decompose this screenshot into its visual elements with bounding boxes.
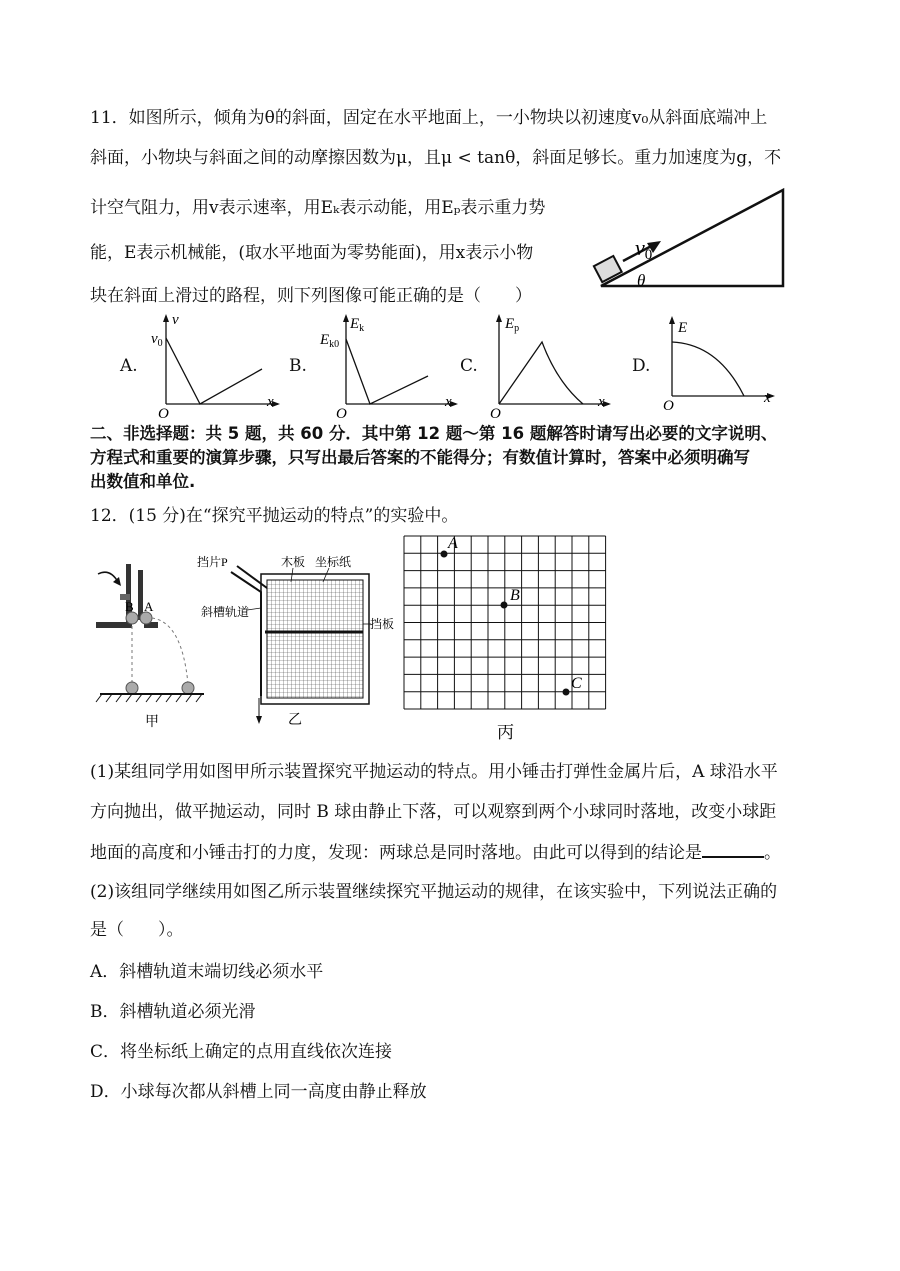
ball-b-label: B: [125, 599, 134, 614]
option-d-letter: D.: [632, 356, 651, 376]
y-tick: v: [151, 331, 158, 347]
label-muban: 木板: [281, 555, 306, 569]
caption-jia: 甲: [145, 715, 159, 730]
x-label: x: [267, 394, 274, 410]
v0-sub: 0: [644, 247, 653, 263]
curve: [499, 342, 583, 404]
point-b: [501, 602, 508, 609]
incline-triangle: [601, 190, 783, 286]
option-c-letter: C.: [460, 356, 478, 376]
q12-p1-line-1: (1)某组同学用如图甲所示装置探究平抛运动的特点。用小锤击打弹性金属片后，A 球沿水平: [90, 762, 778, 782]
grid-paper: [267, 580, 363, 698]
svg-text:Ek0: [319, 332, 339, 350]
y-arrow-icon: [343, 314, 349, 322]
theta-label: θ: [637, 271, 646, 290]
q12-p2-line-1: (2)该组同学继续用如图乙所示装置继续探究平抛运动的规律，在该实验中，下列说法正确的: [90, 882, 778, 902]
curve: [672, 342, 744, 396]
q12-p1-text: 地面的高度和小锤击打的力度，发现：两球总是同时落地。由此可以得到的结论是: [90, 843, 702, 863]
caption-yi: 乙: [288, 713, 302, 728]
origin-label: O: [336, 406, 347, 420]
q11-line-4: 能，E表示机械能，(取水平地面为零势能面)，用x表示小物: [90, 243, 534, 263]
origin-label: O: [663, 398, 674, 414]
figure-yi: [195, 548, 395, 730]
y-arrow-icon: [669, 316, 675, 324]
svg-text:v0: [151, 331, 163, 349]
caption-bing: 丙: [497, 723, 514, 742]
svg-text:v0: [635, 235, 652, 263]
choice-d: D．小球每次都从斜槽上同一高度由静止释放: [90, 1082, 427, 1102]
y-label-sub: k: [359, 323, 365, 334]
svg-text:Ep: [504, 316, 519, 334]
arrow-down-icon: [256, 716, 262, 724]
origin-label: O: [490, 406, 501, 420]
label-xiecao: 斜槽轨道: [201, 605, 250, 619]
label-dangpian: 挡片P: [197, 555, 228, 569]
q12-p2-line-2: 是（ ）。: [90, 920, 184, 940]
curve: [346, 339, 428, 404]
figure-bing: [400, 532, 610, 744]
x-label: x: [764, 390, 771, 406]
y-arrow-icon: [496, 314, 502, 322]
section2-line-2: 方程式和重要的演算步骤，只写出最后答案的不能得分；有数值计算时，答案中必须明确写: [90, 448, 750, 467]
label-dangban: 挡板: [370, 617, 395, 631]
option-a-letter: A.: [120, 356, 138, 376]
q11-line-2: 斜面，小物块与斜面之间的动摩擦因数为μ，且μ < tanθ，斜面足够长。重力加速度为g，不: [90, 148, 782, 168]
figure-jia: [92, 560, 212, 730]
y-tick: E: [320, 332, 330, 348]
option-b-graph: [318, 312, 458, 420]
option-b-letter: B.: [289, 356, 307, 376]
y-tick-sub: 0: [157, 338, 163, 349]
svg-text:Ek: [349, 316, 364, 334]
option-c-graph: [485, 312, 615, 420]
point-a-label: A: [448, 535, 458, 552]
option-a-graph: [150, 312, 280, 420]
choice-b: B．斜槽轨道必须光滑: [90, 1002, 256, 1022]
choice-c: C．将坐标纸上确定的点用直线依次连接: [90, 1042, 393, 1062]
chute-track: [231, 572, 261, 696]
q12-p1-line-2: 方向抛出，做平抛运动，同时 B 球由静止下落，可以观察到两个小球同时落地，改变小球距: [90, 802, 777, 822]
point-c-label: C: [571, 675, 582, 692]
y-label: E: [505, 316, 515, 332]
curve: [166, 338, 262, 404]
x-label: x: [598, 394, 605, 410]
y-label: E: [678, 320, 688, 336]
label-zuobiaozhi: 坐标纸: [315, 555, 352, 569]
x-label: x: [445, 394, 452, 410]
arrow-head-icon: [113, 577, 121, 586]
ball-a-label: A: [144, 599, 154, 614]
v0-label: v: [635, 235, 645, 260]
q11-line-5: 块在斜面上滑过的路程，则下列图像可能正确的是（ ）: [90, 286, 532, 306]
point-a: [441, 551, 448, 558]
y-arrow-icon: [163, 314, 169, 322]
section2-line-1: 二、非选择题：共 5 题，共 60 分．其中第 12 题～第 16 题解答时请写出必要的文字说明、: [90, 424, 778, 443]
y-tick-sub: k0: [329, 339, 340, 350]
y-label: E: [350, 316, 360, 332]
q11-line-1: 11．如图所示，倾角为θ的斜面，固定在水平地面上，一小物块以初速度v₀从斜面底端冲上: [90, 108, 768, 128]
q12-p1-end: 。: [764, 843, 781, 863]
origin-label: O: [158, 406, 169, 420]
option-d-graph: [660, 312, 780, 420]
y-label-sub: p: [514, 323, 520, 334]
section2-line-3: 出数值和单位.: [90, 472, 196, 491]
incline-figure: [585, 185, 800, 295]
point-c: [563, 689, 570, 696]
choice-a: A．斜槽轨道末端切线必须水平: [90, 962, 324, 982]
q11-line-3: 计空气阻力，用v表示速率，用Eₖ表示动能，用Eₚ表示重力势: [90, 198, 546, 218]
q12-title: 12．(15 分)在“探究平抛运动的特点”的实验中。: [90, 506, 459, 526]
point-b-label: B: [510, 587, 520, 604]
q12-p1-line-3: [90, 840, 781, 865]
answer-blank[interactable]: [702, 840, 764, 858]
y-label: v: [172, 312, 179, 328]
